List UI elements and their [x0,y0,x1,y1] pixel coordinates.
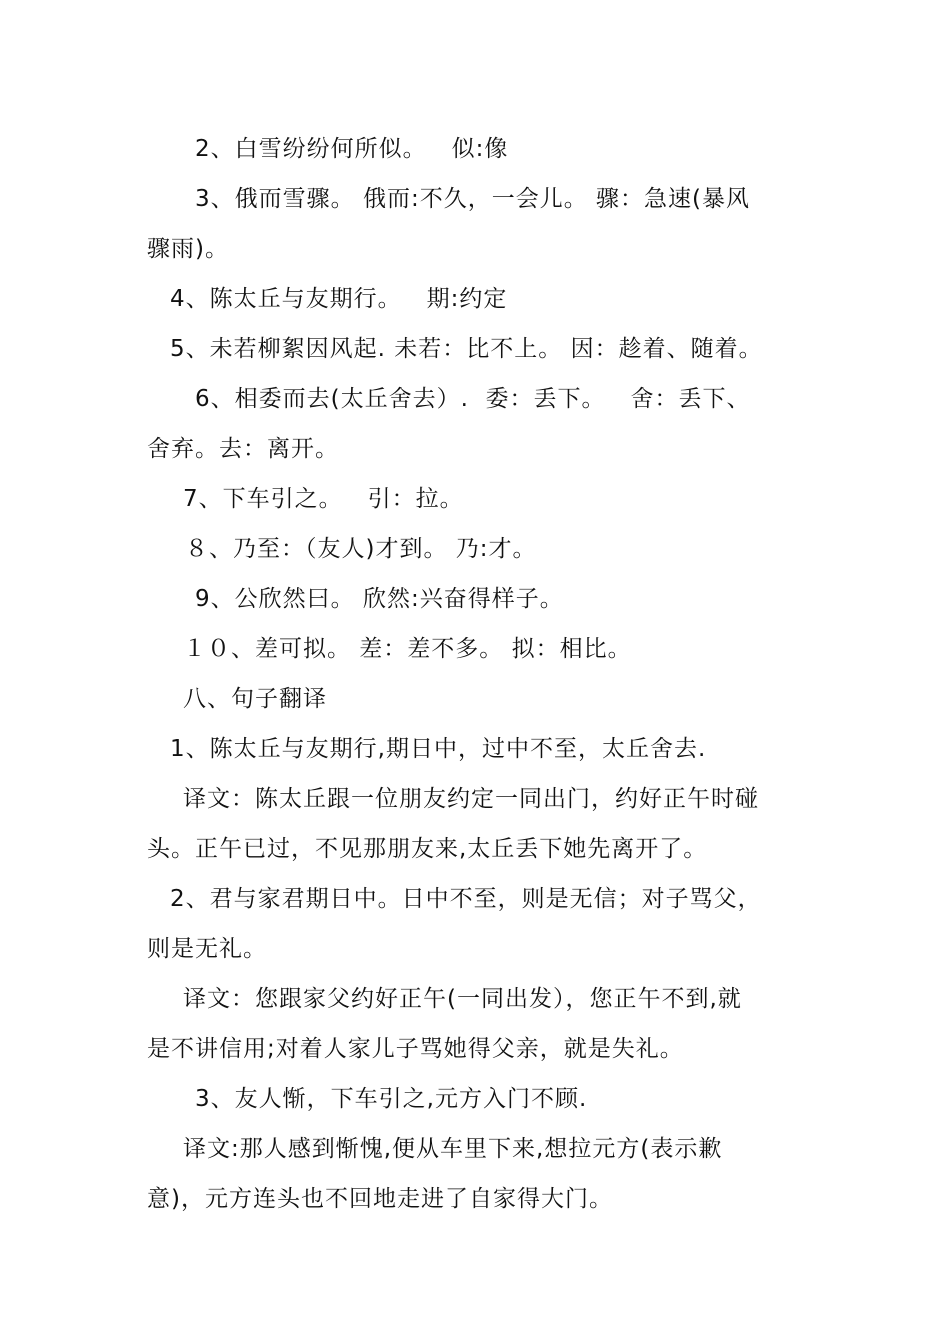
text-line: 5、未若柳絮因风起. 未若：比不上。 因：趁着、随着。 [170,336,763,362]
text-line: 骤雨)。 [147,236,229,262]
text-line: 是不讲信用;对着人家儿子骂她得父亲，就是失礼。 [147,1036,684,1062]
text-line: 1、陈太丘与友期行,期日中，过中不至，太丘舍去. [170,736,707,762]
text-line: 2、白雪纷纷何所似。 似:像 [195,136,509,162]
text-line: ８、乃至：（友人)才到。 乃:才。 [185,536,537,562]
text-line: 4、陈太丘与友期行。 期:约定 [170,286,508,312]
text-line: 译文:那人感到惭愧,便从车里下来,想拉元方(表示歉 [183,1136,723,1162]
text-line: 9、公欣然曰。 欣然:兴奋得样子。 [195,586,564,612]
text-line: 3、俄而雪骤。 俄而:不久，一会儿。 骤：急速(暴风 [195,186,750,212]
text-line: 2、君与家君期日中。日中不至，则是无信；对子骂父， [170,886,762,912]
text-line: 舍弃。去：离开。 [147,436,339,462]
text-line: １０、差可拟。 差：差不多。 拟：相比。 [183,636,632,662]
text-line: 意)，元方连头也不回地走进了自家得大门。 [147,1186,613,1212]
text-line: 译文：您跟家父约好正午(一同出发），您正午不到,就 [183,986,742,1012]
text-line: 则是无礼。 [147,936,267,962]
text-line: 头。正午已过，不见那朋友来,太丘丢下她先离开了。 [147,836,708,862]
text-line: 译文：陈太丘跟一位朋友约定一同出门，约好正午时碰 [183,786,759,812]
text-line: 6、相委而去(太丘舍去）. 委：丢下。 舍：丢下、 [195,386,751,412]
text-line: 3、友人惭，下车引之,元方入门不顾. [195,1086,588,1112]
text-line: 7、下车引之。 引：拉。 [183,486,464,512]
section-heading: 八、句子翻译 [183,686,327,712]
